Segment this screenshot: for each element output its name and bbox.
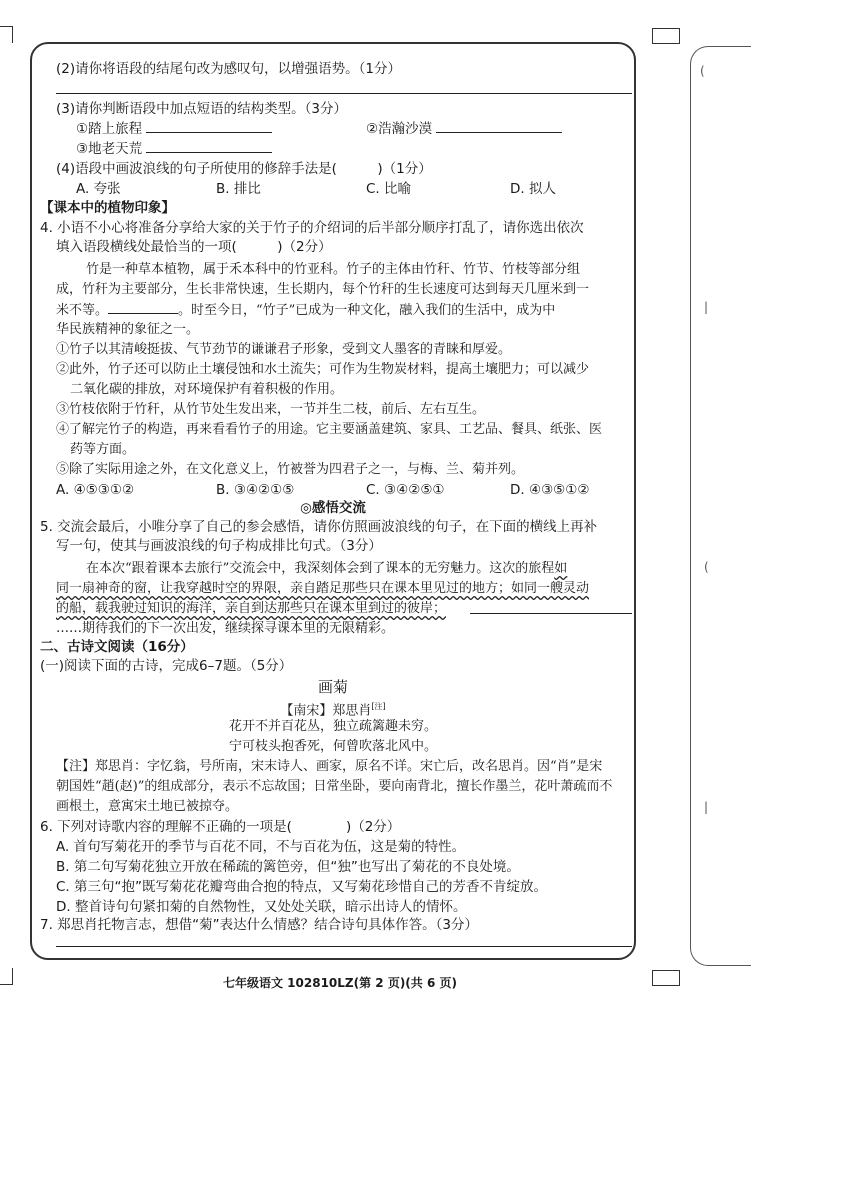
option-c[interactable]: C. ③④②⑤① xyxy=(366,482,445,498)
answer-line-q7[interactable] xyxy=(56,946,632,947)
q4-item-2: 二氧化碳的排放，对环境保护有着积极的作用。 xyxy=(70,382,344,397)
option-a[interactable]: A. 首句写菊花开的季节与百花不同，不与百花为伍，这是菊的特性。 xyxy=(56,839,466,855)
q4-stem: 填入语段横线处最恰当的一项( )（2分） xyxy=(56,239,332,255)
option-a[interactable]: A. ④⑤③①② xyxy=(56,482,135,498)
section-heading-plants: 【课本中的植物印象】 xyxy=(40,200,175,216)
q3-sub4: (4)语段中画波浪线的句子所使用的修辞手法是( )（1分） xyxy=(56,161,432,177)
q3-item2: ②浩瀚沙漠 xyxy=(366,120,562,138)
poem-note: 朝国姓“趙(赵)”的组成部分，表示不忘故国；日常坐卧，要向南背北，擅长作墨兰，花叶萧疏而不 xyxy=(56,779,613,794)
option-d[interactable]: D. 整首诗句句紧扣菊的自然物性，又处处关联，暗示出诗人的情怀。 xyxy=(56,899,467,915)
part2-heading: 二、古诗文阅读（16分） xyxy=(40,639,194,655)
page-footer: 七年级语文 102810LZ(第 2 页)(共 6 页) xyxy=(223,976,457,990)
poem-title: 画菊 xyxy=(317,678,348,696)
part2-subheading: (一)阅读下面的古诗，完成6–7题。（5分） xyxy=(40,658,293,674)
q6-stem: 6. 下列对诗歌内容的理解不正确的一项是( )（2分） xyxy=(40,819,401,835)
option-d[interactable]: D. 拟人 xyxy=(510,181,556,197)
registration-box-top xyxy=(652,28,680,44)
poem-line-2: 宁可枝头抱香死，何曾吹落北风中。 xyxy=(228,739,437,754)
adjacent-page-mark: | xyxy=(704,300,709,314)
q4-item-4: ④了解完竹子的构造，再来看看竹子的用途。它主要涵盖建筑、家具、工艺品、餐具、纸张、医 xyxy=(56,422,603,437)
poem-author: 【南宋】郑思肖[注] xyxy=(280,702,386,719)
poem-note: 【注】郑思肖：字忆翁，号所南，宋末诗人、画家，原名不详。宋亡后，改名思肖。因“肖”是宋 xyxy=(56,759,603,774)
q4-passage: 米不等。 。时至今日，“竹子”已成为一种文化，融入我们的生活中，成为中 xyxy=(56,303,556,318)
q7-stem: 7. 郑思肖托物言志，想借“菊”表达什么情感？结合诗句具体作答。（3分） xyxy=(40,917,478,933)
q4-item-3: ③竹枝依附于竹秆，从竹节处生发出来，一节并生二枝，前后、左右互生。 xyxy=(56,402,486,417)
q3-sub3: (3)请你判断语段中加点短语的结构类型。（3分） xyxy=(56,101,347,117)
q5-stem: 写一句，使其与画波浪线的句子构成排比句式。（3分） xyxy=(56,538,382,554)
option-b[interactable]: B. 排比 xyxy=(216,181,261,197)
q4-item-5: ⑤除了实际用途之外，在文化意义上，竹被誉为四君子之一，与梅、兰、菊并列。 xyxy=(56,462,525,477)
option-c[interactable]: C. 第三句“抱”既写菊花花瓣弯曲合抱的特点，又写菊花珍惜自己的芳香不肯绽放。 xyxy=(56,879,547,895)
note-marker: [注] xyxy=(371,702,386,711)
answer-line-q5[interactable] xyxy=(470,613,632,614)
q5-passage: ……期待我们的下一次出发，继续探寻课本里的无限精彩。 xyxy=(56,621,395,636)
q4-passage: 竹是一种草本植物，属于禾本科中的竹亚科。竹子的主体由竹秆、竹节、竹枝等部分组 xyxy=(86,262,581,277)
option-b[interactable]: B. ③④②①⑤ xyxy=(216,482,295,498)
q5-passage-wavy: 同一扇神奇的窗，让我穿越时空的界限，亲自踏足那些只在课本里见过的地方；如同一艘灵动 xyxy=(56,581,590,596)
q5-passage-wavy: 的船，载我驶过知识的海洋，亲自到达那些只在课本里到过的彼岸； xyxy=(56,601,447,616)
crop-mark-top-left xyxy=(0,26,13,43)
q3-item1: ①踏上旅程 xyxy=(76,120,272,138)
q4-item-4: 药等方面。 xyxy=(70,442,136,457)
adjacent-page-mark: | xyxy=(704,800,709,814)
adjacent-page-edge xyxy=(690,46,751,966)
answer-blank[interactable] xyxy=(108,301,178,314)
option-a[interactable]: A. 夸张 xyxy=(76,181,121,197)
q5-stem: 5. 交流会最后，小唯分享了自己的参会感悟，请你仿照画波浪线的句子，在下面的横线上再补 xyxy=(40,519,598,535)
adjacent-page-mark: ( xyxy=(700,64,705,78)
q4-passage: 成，竹秆为主要部分，生长非常快速，生长期内，每个竹秆的生长速度可达到每天几厘米到一 xyxy=(56,282,590,297)
option-c[interactable]: C. 比喻 xyxy=(366,181,412,197)
q3-sub2: (2)请你将语段的结尾句改为感叹句，以增强语势。（1分） xyxy=(56,61,401,77)
answer-blank[interactable] xyxy=(146,140,272,153)
answer-blank[interactable] xyxy=(146,120,272,133)
q4-passage: 华民族精神的象征之一。 xyxy=(56,322,200,337)
section-heading-share: ◎感悟交流 xyxy=(300,500,366,516)
option-b[interactable]: B. 第二句写菊花独立开放在稀疏的篱笆旁，但“独”也写出了菊花的不良处境。 xyxy=(56,859,520,875)
q4-item-1: ①竹子以其清峻挺拔、气节劲节的谦谦君子形象，受到文人墨客的青睐和厚爱。 xyxy=(56,342,512,357)
q5-passage: 在本次“跟着课本去旅行”交流会中，我深刻体会到了课本的无穷魅力。这次的旅程如 xyxy=(86,561,568,576)
q4-item-2: ②此外，竹子还可以防止土壤侵蚀和水土流失；可作为生物炭材料，提高土壤肥力；可以减少 xyxy=(56,362,590,377)
q3-item3: ③地老天荒 xyxy=(76,140,272,158)
q4-stem: 4. 小语不小心将准备分享给大家的关于竹子的介绍词的后半部分顺序打乱了，请你选出依次 xyxy=(40,220,584,236)
adjacent-page-mark: ( xyxy=(704,560,709,574)
poem-line-1: 花开不并百花丛，独立疏篱趣未穷。 xyxy=(228,719,437,734)
answer-line-q3-2[interactable] xyxy=(56,93,632,94)
answer-blank[interactable] xyxy=(436,120,562,133)
poem-note: 画根土，意寓宋土地已被掠夺。 xyxy=(56,799,239,814)
option-d[interactable]: D. ④③⑤①② xyxy=(510,482,590,498)
